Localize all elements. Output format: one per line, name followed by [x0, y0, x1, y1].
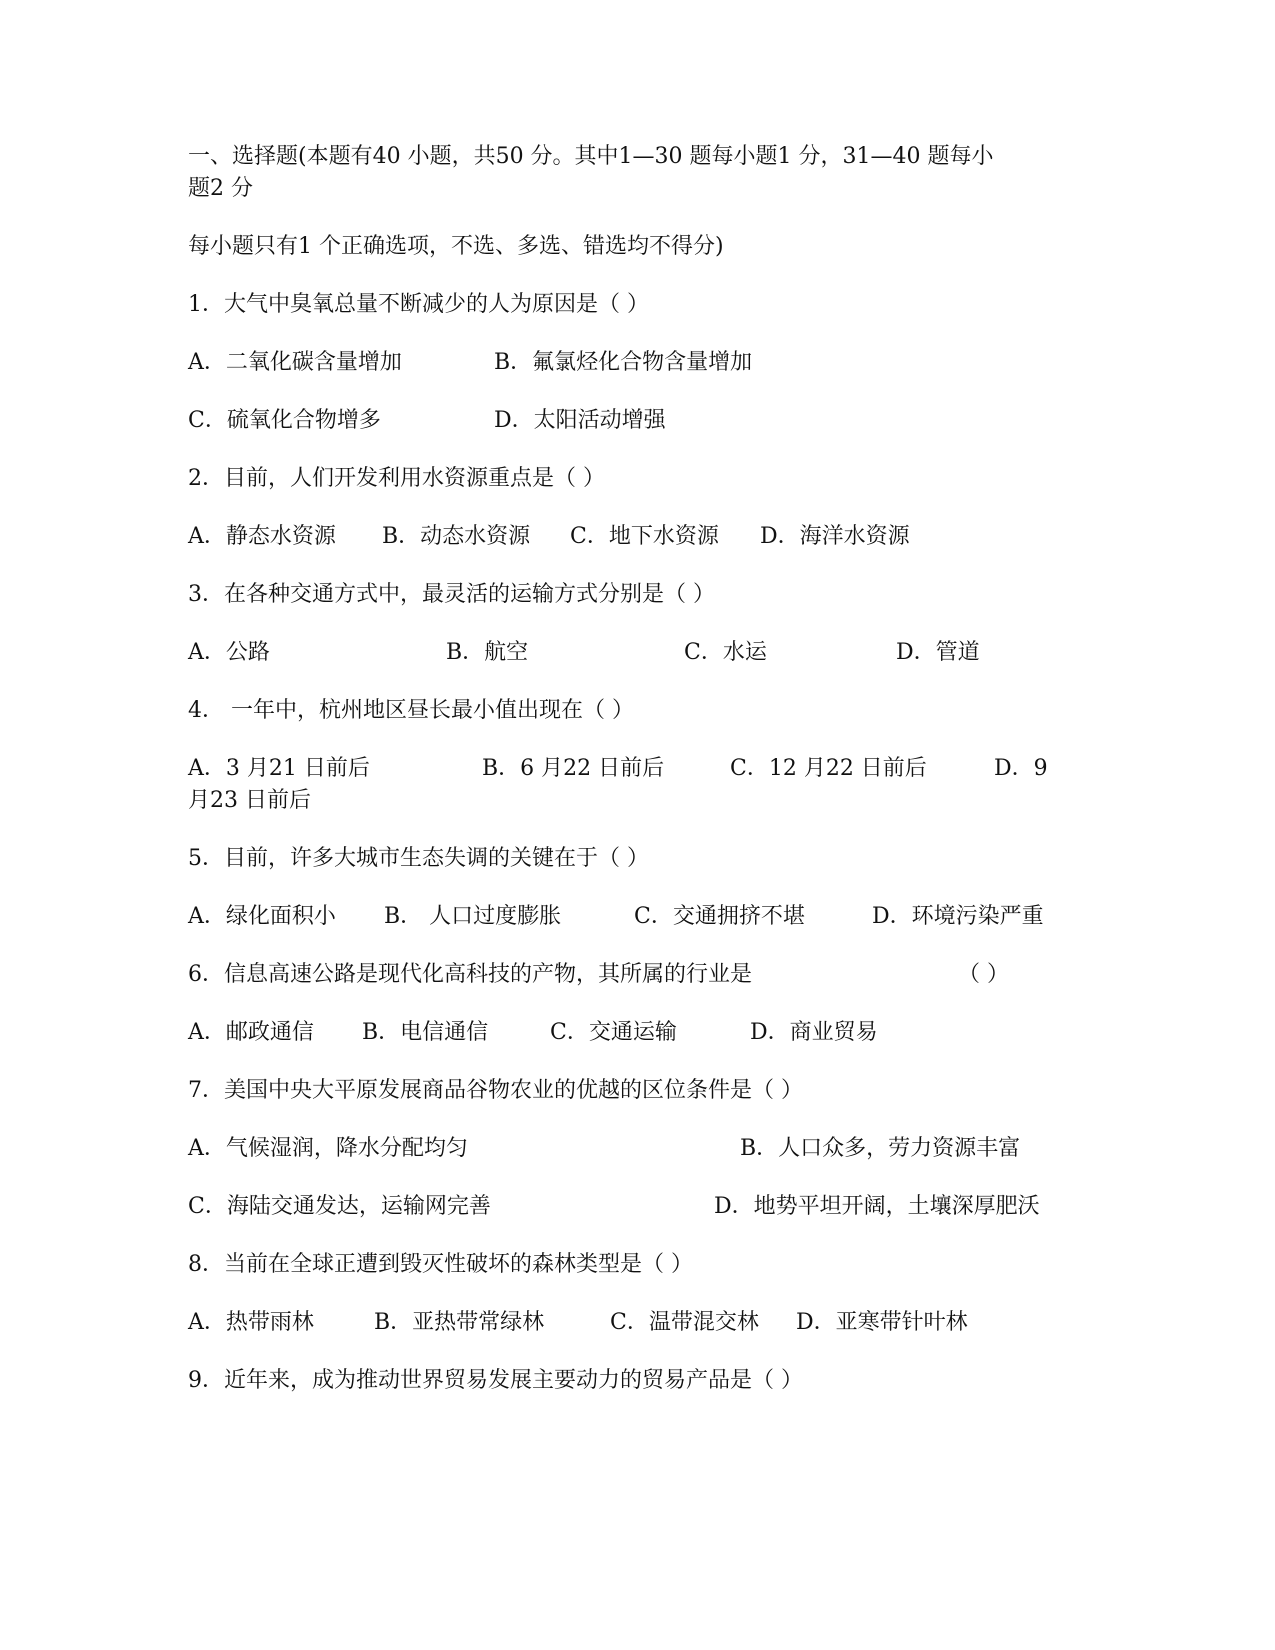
section-instructions: 每小题只有1 个正确选项，不选、多选、错选均不得分) — [188, 234, 724, 259]
question-6-stem: 6．信息高速公路是现代化高科技的产物，其所属的行业是 — [188, 962, 752, 987]
question-5-stem: 5．目前，许多大城市生态失调的关键在于（ ） — [188, 846, 649, 871]
question-5-option-c: C．交通拥挤不堪 — [634, 904, 805, 929]
question-4-option-a: A．3 月21 日前后 — [188, 756, 370, 781]
question-4-option-b: B．6 月22 日前后 — [482, 756, 665, 781]
question-7-option-d: D．地势平坦开阔，土壤深厚肥沃 — [714, 1194, 1040, 1219]
question-3-option-b: B．航空 — [446, 640, 529, 665]
question-6-option-c: C．交通运输 — [550, 1020, 677, 1045]
question-7-option-b: B．人口众多，劳力资源丰富 — [740, 1136, 1021, 1161]
question-1-option-b: B．氟氯烃化合物含量增加 — [494, 350, 753, 375]
question-2-option-d: D．海洋水资源 — [760, 524, 910, 549]
question-6-option-a: A．邮政通信 — [188, 1020, 314, 1045]
question-3-option-d: D．管道 — [896, 640, 980, 665]
question-5-option-d: D．环境污染严重 — [872, 904, 1044, 929]
question-8-stem: 8．当前在全球正遭到毁灭性破坏的森林类型是（ ） — [188, 1252, 693, 1277]
question-4-stem: 4． 一年中，杭州地区昼长最小值出现在（ ） — [188, 698, 634, 723]
question-9-stem: 9．近年来，成为推动世界贸易发展主要动力的贸易产品是（ ） — [188, 1368, 803, 1393]
question-7-stem: 7．美国中央大平原发展商品谷物农业的优越的区位条件是（ ） — [188, 1078, 803, 1103]
question-7-option-c: C．海陆交通发达，运输网完善 — [188, 1194, 491, 1219]
question-6-option-b: B．电信通信 — [362, 1020, 489, 1045]
question-8-option-d: D．亚寒带针叶林 — [796, 1310, 968, 1335]
question-1-option-a: A．二氧化碳含量增加 — [188, 350, 402, 375]
question-8-option-b: B．亚热带常绿林 — [374, 1310, 545, 1335]
section-header-continued: 题2 分 — [188, 176, 253, 201]
question-8-option-c: C．温带混交林 — [610, 1310, 759, 1335]
question-8-option-a: A．热带雨林 — [188, 1310, 314, 1335]
question-4-option-d: D．9 — [994, 756, 1048, 781]
question-6-answer-blank: （ ） — [958, 962, 1009, 987]
section-header: 一、选择题(本题有40 小题，共50 分。其中1—30 题每小题1 分，31—40 题每小 — [188, 144, 994, 169]
question-6-option-d: D．商业贸易 — [750, 1020, 878, 1045]
question-7-option-a: A．气候湿润，降水分配均匀 — [188, 1136, 468, 1161]
question-5-option-a: A．绿化面积小 — [188, 904, 336, 929]
question-3-option-c: C．水运 — [684, 640, 767, 665]
question-4-option-d-continued: 月23 日前后 — [188, 788, 311, 813]
question-1-stem: 1．大气中臭氧总量不断减少的人为原因是（ ） — [188, 292, 649, 317]
question-3-option-a: A．公路 — [188, 640, 270, 665]
question-4-option-c: C．12 月22 日前后 — [730, 756, 927, 781]
question-2-stem: 2．目前，人们开发利用水资源重点是（ ） — [188, 466, 605, 491]
question-2-option-a: A．静态水资源 — [188, 524, 336, 549]
question-2-option-c: C．地下水资源 — [570, 524, 719, 549]
question-1-option-c: C．硫氧化合物增多 — [188, 408, 381, 433]
question-2-option-b: B．动态水资源 — [382, 524, 531, 549]
question-1-option-d: D．太阳活动增强 — [494, 408, 666, 433]
question-3-stem: 3．在各种交通方式中，最灵活的运输方式分别是（ ） — [188, 582, 715, 607]
question-5-option-b: B． 人口过度膨胀 — [384, 904, 562, 929]
